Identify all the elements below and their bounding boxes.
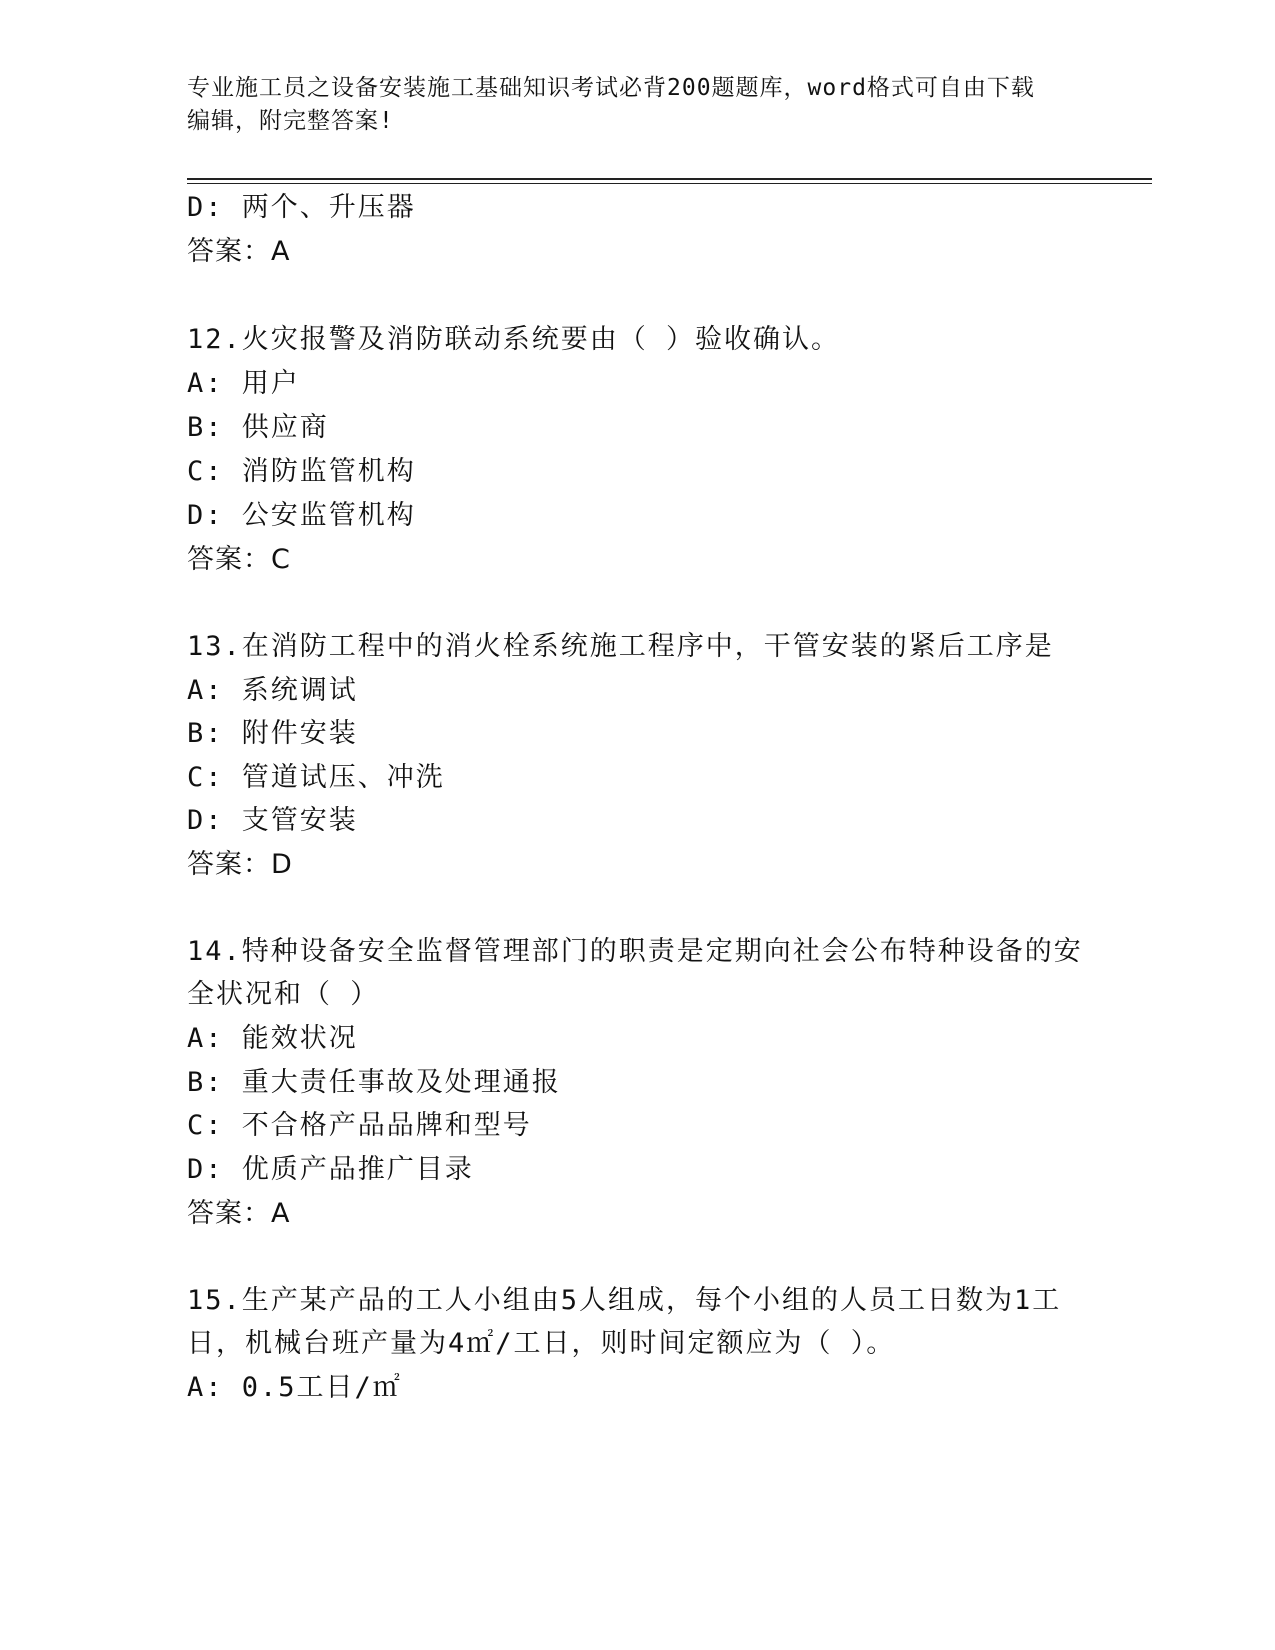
header-title-line1: 专业施工员之设备安装施工基础知识考试必背200题题库，word格式可自由下载 [187,75,1035,101]
q12-option-d: D: 公安监管机构 [187,500,416,531]
q14-stem-line1: 14.特种设备安全监督管理部门的职责是定期向社会公布特种设备的安 [187,936,1083,967]
q12-answer: 答案：C [187,544,291,575]
header-divider [187,178,1152,184]
q13-option-a: A: 系统调试 [187,675,358,706]
q14-option-d: D: 优质产品推广目录 [187,1154,474,1185]
document-header [187,72,1067,138]
q14-option-a: A: 能效状况 [187,1023,358,1054]
q14-option-b: B: 重大责任事故及处理通报 [187,1067,561,1098]
q13-option-d: D: 支管安装 [187,805,358,836]
q13-option-b: B: 附件安装 [187,718,358,749]
q14-option-c: C: 不合格产品品牌和型号 [187,1110,532,1141]
q13-option-c: C: 管道试压、冲洗 [187,762,445,793]
q15-stem-line2: 日，机械台班产量为4㎡/工日，则时间定额应为（ ）。 [187,1328,896,1359]
q15-stem-line1: 15.生产某产品的工人小组由5人组成，每个小组的人员工日数为1工 [187,1285,1062,1316]
q14-stem-line2: 全状况和（ ） [187,979,380,1010]
header-title-line2: 编辑，附完整答案! [187,108,394,134]
prev-option-d: D: 两个、升压器 [187,192,416,223]
q13-stem: 13.在消防工程中的消火栓系统施工程序中，干管安装的紧后工序是 [187,631,1054,662]
q12-option-c: C: 消防监管机构 [187,456,416,487]
q12-stem: 12.火灾报警及消防联动系统要由（ ）验收确认。 [187,324,841,355]
q12-option-a: A: 用户 [187,368,300,399]
q12-option-b: B: 供应商 [187,412,329,443]
q13-answer: 答案：D [187,849,293,880]
q14-answer: 答案：A [187,1198,291,1229]
prev-answer: 答案：A [187,236,291,267]
q15-option-a: A: 0.5工日/㎡ [187,1372,402,1403]
